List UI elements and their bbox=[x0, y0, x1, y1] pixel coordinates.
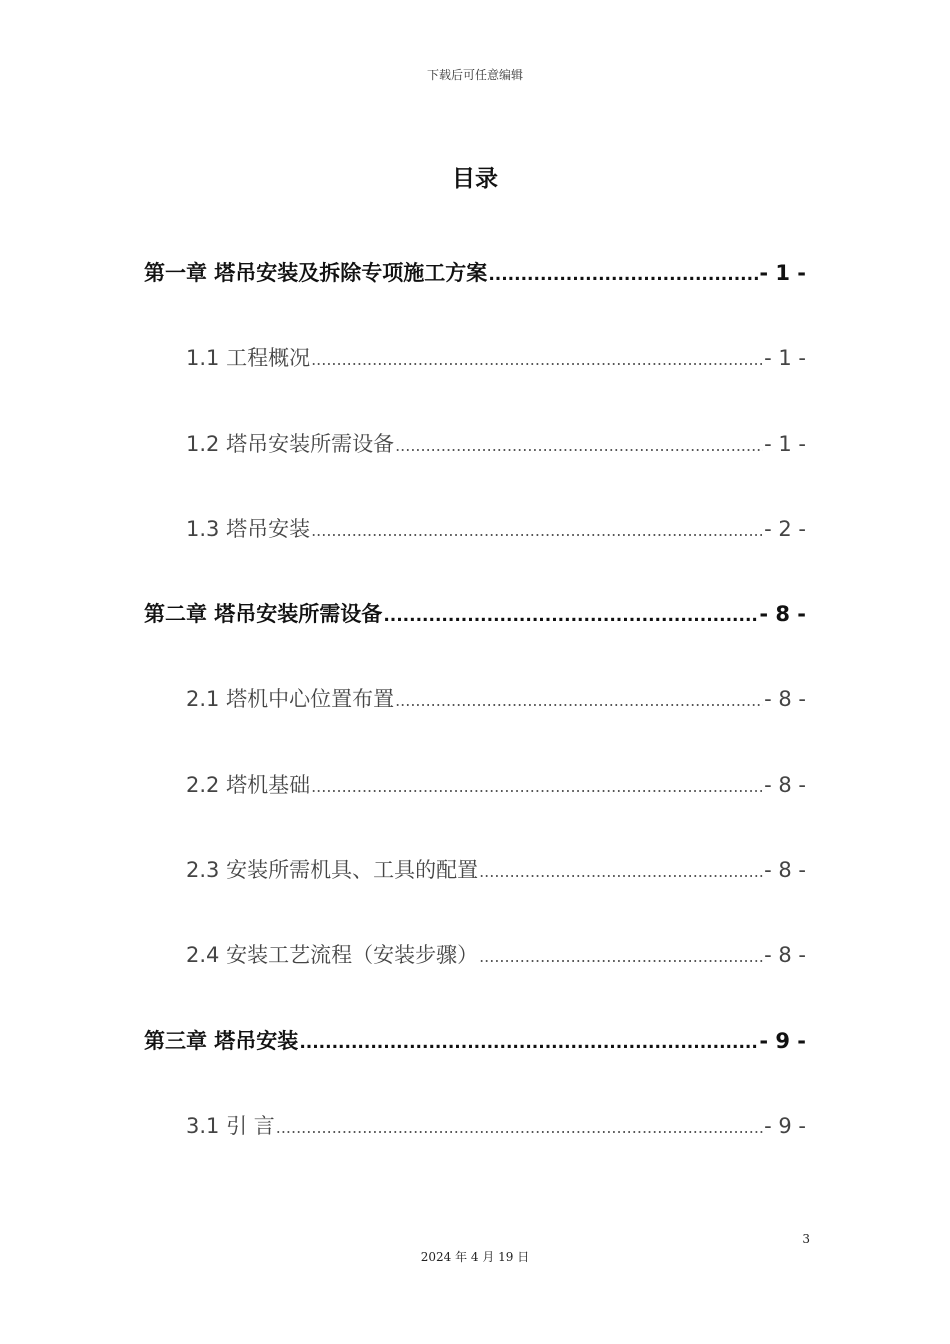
toc-entry-page: - 8 - bbox=[759, 602, 806, 627]
header-note: 下载后可任意编辑 bbox=[426, 68, 523, 82]
toc-entry-title: 2.1 塔机中心位置布置 bbox=[186, 687, 395, 712]
toc-title: 目录 bbox=[452, 166, 498, 192]
toc-dot-leader bbox=[276, 1099, 763, 1157]
toc-entry-title: 1.1 工程概况 bbox=[186, 346, 311, 371]
toc-entry-page: - 8 - bbox=[764, 858, 806, 883]
toc-chapter-entry[interactable] bbox=[144, 244, 806, 329]
toc-dot-leader bbox=[488, 246, 758, 304]
toc-section-entry[interactable] bbox=[144, 670, 806, 755]
table-of-contents bbox=[144, 244, 806, 1182]
toc-dot-leader bbox=[311, 502, 763, 560]
toc-entry-title: 第一章 塔吊安装及拆除专项施工方案 bbox=[144, 261, 488, 285]
toc-entry-title: 2.3 安装所需机具、工具的配置 bbox=[186, 858, 479, 883]
toc-entry-title: 1.3 塔吊安装 bbox=[186, 516, 311, 541]
toc-dot-leader bbox=[395, 417, 763, 475]
toc-dot-leader bbox=[395, 672, 763, 730]
toc-section-entry[interactable] bbox=[144, 841, 806, 926]
toc-dot-leader bbox=[479, 928, 763, 986]
toc-entry-page: - 1 - bbox=[764, 346, 806, 371]
toc-chapter-entry[interactable] bbox=[144, 1012, 806, 1097]
toc-section-entry[interactable] bbox=[144, 926, 806, 1011]
toc-dot-leader bbox=[383, 587, 758, 645]
toc-dot-leader bbox=[311, 758, 763, 816]
toc-section-entry[interactable] bbox=[144, 415, 806, 500]
toc-entry-page: - 2 - bbox=[764, 516, 806, 541]
toc-entry-page: - 1 - bbox=[764, 431, 806, 456]
toc-entry-title: 第三章 塔吊安装 bbox=[144, 1028, 299, 1053]
toc-section-entry[interactable] bbox=[144, 756, 806, 841]
page-number: 3 bbox=[802, 1232, 810, 1246]
toc-entry-title: 2.4 安装工艺流程（安装步骤） bbox=[186, 943, 479, 968]
toc-entry-page: - 1 - bbox=[759, 261, 806, 285]
toc-entry-title: 第二章 塔吊安装所需设备 bbox=[144, 602, 383, 627]
toc-entry-title: 2.2 塔机基础 bbox=[186, 772, 311, 797]
toc-entry-page: - 9 - bbox=[759, 1028, 806, 1053]
toc-dot-leader bbox=[311, 331, 763, 389]
toc-entry-page: - 9 - bbox=[764, 1113, 806, 1138]
toc-section-entry[interactable] bbox=[144, 500, 806, 585]
toc-entry-page: - 8 - bbox=[764, 772, 806, 797]
toc-entry-page: - 8 - bbox=[764, 687, 806, 712]
toc-dot-leader bbox=[299, 1014, 758, 1072]
toc-entry-title: 3.1 引 言 bbox=[186, 1113, 275, 1138]
toc-section-entry[interactable] bbox=[144, 329, 806, 414]
toc-section-entry[interactable] bbox=[144, 1097, 806, 1182]
toc-chapter-entry[interactable] bbox=[144, 585, 806, 670]
footer-date: 2024 年 4 月 19 日 bbox=[420, 1250, 530, 1264]
toc-entry-page: - 8 - bbox=[764, 943, 806, 968]
toc-entry-title: 1.2 塔吊安装所需设备 bbox=[186, 431, 395, 456]
toc-dot-leader bbox=[479, 843, 763, 901]
